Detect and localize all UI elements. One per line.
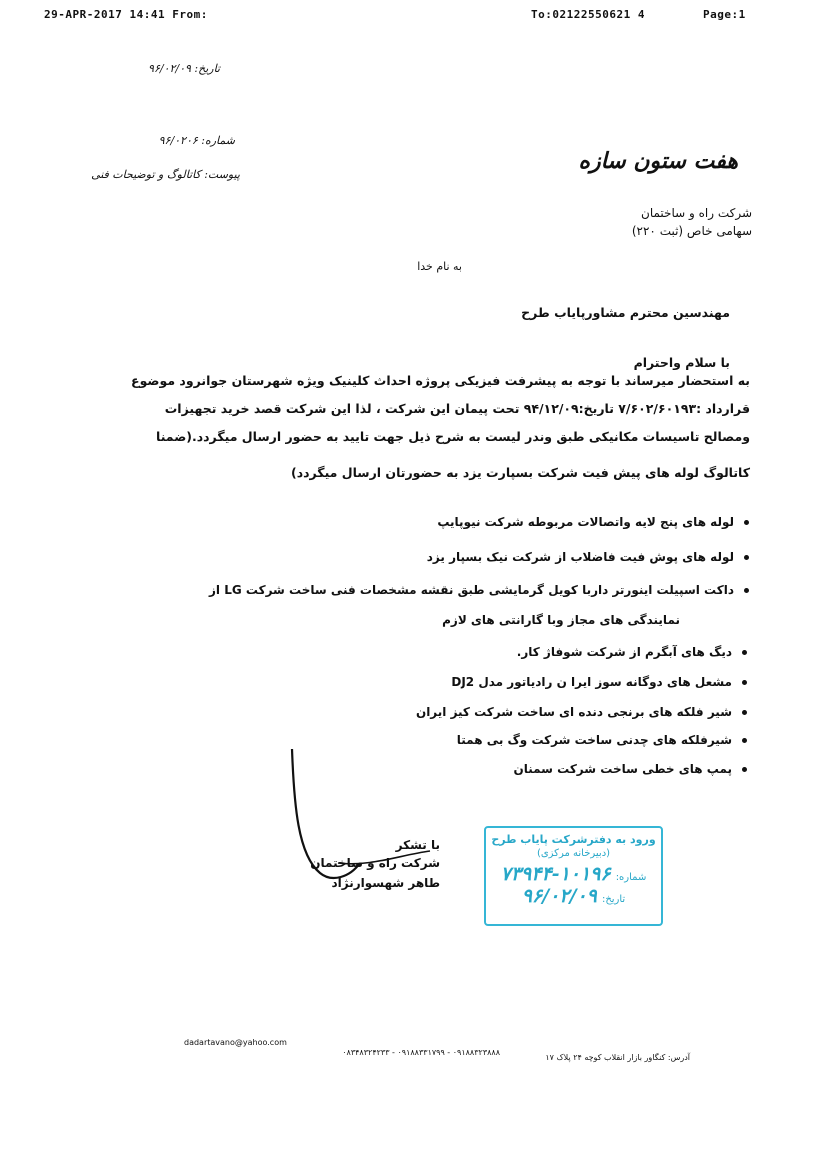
- recipient: مهندسین محترم مشاورپایاب طرح: [521, 305, 730, 320]
- company-type: شرکت راه و ساختمان: [641, 206, 752, 220]
- company-registration: سهامی خاص (ثبت ۲۲۰): [631, 224, 752, 238]
- letter-attachment: پیوست: کاتالوگ و توضیحات فنی: [91, 168, 240, 181]
- fax-page-number: Page:1: [703, 8, 746, 21]
- signature-name: طاهر شهسوارنژاد: [331, 876, 440, 890]
- fax-datetime: 29-APR-2017 14:41 From:: [44, 8, 208, 21]
- footer-phones: ۰۹۱۸۸۳۲۳۸۸۸ - ۰۹۱۸۸۳۳۱۷۹۹ - ۰۸۳۴۸۳۲۴۲۳۳: [342, 1048, 500, 1057]
- signature-icon: [280, 745, 460, 895]
- footer-address: آدرس: کنگاور بازار انقلاب کوچه ۲۴ پلاک ۱۷: [545, 1053, 690, 1062]
- fax-to-number: To:02122550621 4: [531, 8, 645, 21]
- closing: با تشکر: [395, 838, 440, 852]
- list-item: [416, 705, 747, 719]
- stamp-date-label: تاریخ:: [601, 894, 626, 905]
- company-logo: هفت ستون سازه: [578, 148, 738, 174]
- letter-number: شماره: ۹۶/۰۲۰۶: [158, 134, 235, 147]
- list-item-text: شیرفلکه های چدنی ساخت شرکت وگ بی همتا: [456, 733, 732, 747]
- list-item: [451, 675, 747, 689]
- bullet-icon: [742, 710, 747, 715]
- bullet-icon: [744, 555, 749, 560]
- stamp-title: ورود به دفترشرکت پایاب طرح: [491, 833, 656, 846]
- bullet-icon: [742, 767, 747, 772]
- bullet-icon: [744, 520, 749, 525]
- stamp-number-value: ۱۰۱۹۶-۷۳۹۴۴: [500, 863, 611, 885]
- list-item: [437, 515, 749, 529]
- paragraph-line: قرارداد :۷/۶۰۲/۶۰۱۹۳ تاریخ:۹۴/۱۲/۰۹ تحت پیمان این شرکت ، لذا این شرکت قصد خرید تجهیزات: [164, 401, 750, 416]
- list-item: [513, 762, 747, 776]
- list-item-text: مشعل های دوگانه سوز ایرا ن رادیاتور مدل DJ2: [451, 675, 732, 689]
- paragraph-line: ومصالح تاسیسات مکانیکی طبق وندر لیست به شرح ذیل جهت تایید به حضور ارسال میگردد.(ضمنا: [156, 429, 750, 444]
- footer-email: dadartavano@yahoo.com: [184, 1038, 287, 1047]
- list-item-text: دیگ های آبگرم از شرکت شوفاژ کار.: [516, 645, 732, 659]
- bullet-icon: [742, 650, 747, 655]
- signature-company: شرکت راه و ساختمان: [310, 856, 440, 870]
- bullet-icon: [744, 588, 749, 593]
- bullet-icon: [742, 680, 747, 685]
- bullet-icon: [742, 738, 747, 743]
- letter-date: تاریخ: ۹۶/۰۲/۰۹: [148, 62, 220, 75]
- list-item: [457, 733, 747, 747]
- stamp-subtitle: (دبیرخانه مرکزی): [536, 848, 611, 859]
- list-item: [427, 550, 749, 564]
- list-item: [209, 583, 749, 597]
- stamp-date-value: ۹۶/۰۲/۰۹: [521, 885, 597, 907]
- invocation: به نام خدا: [417, 260, 462, 273]
- paragraph-line: کاتالوگ لوله های پیش فیت شرکت بسپارت یزد به حضورتان ارسال میگردد): [290, 465, 750, 480]
- list-item-text: داکت اسپیلت اینورتر داربا کویل گرمایشی طبق نقشه مشخصات فنی ساخت شرکت LG از: [209, 583, 734, 597]
- stamp-number-label: شماره:: [615, 872, 647, 883]
- paragraph-line: به استحضار میرساند با توجه به پیشرفت فیزیکی پروژه احداث کلینیک ویژه شهرستان جوانرود موضوع: [131, 373, 750, 388]
- list-item-text: پمپ های خطی ساخت شرکت سمنان: [513, 762, 732, 776]
- list-item-text: شیر فلکه های برنجی دنده ای ساخت شرکت کیز ایران: [415, 705, 732, 719]
- list-item: [517, 645, 747, 659]
- list-item-text: لوله های پوش فیت فاضلاب از شرکت نیک بسپار یزد: [426, 550, 734, 564]
- list-item-text: لوله های پنج لایه واتصالات مربوطه شرکت نیوپایپ: [437, 515, 734, 529]
- greeting: با سلام واحترام: [633, 355, 730, 370]
- list-item-continuation: نمایندگی های مجاز وبا گارانتی های لازم: [442, 613, 680, 627]
- receipt-stamp: [484, 826, 663, 926]
